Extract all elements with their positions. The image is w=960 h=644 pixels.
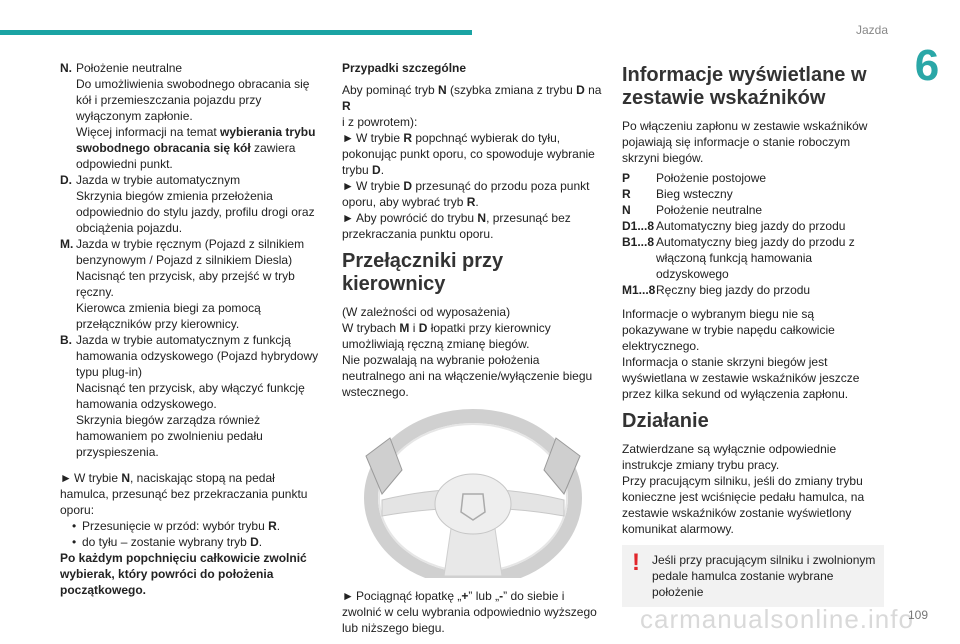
arrow-right-icon: ► (342, 211, 354, 225)
mode-title: Jazda w trybie automatycznym z funkcją hamowania odzyskowego (Pojazd hybrydowy typu plug-in) (76, 333, 319, 379)
mode-text: Nacisnąć ten przycisk, aby przejść w tryb ręczny. (76, 269, 295, 299)
chapter-number: 6 (894, 36, 960, 96)
mode-definition-n (60, 60, 322, 172)
section-title: Jazda (855, 23, 888, 37)
operation-paragraph: Zatwierdzane są wyłącznie odpowiednie instrukcje zmiany trybu pracy. Przy pracującym silniku, jeśli do zmiany trybu konieczne jest wciśnięcie pedału hamulca, na zestawie wskaźników zostanie wyświetlony komunikat alarmowy. (622, 442, 865, 536)
gear-row: B1...8 Automatyczny bieg jazdy do przodu z włączoną funkcją hamowania odzyskowego (622, 235, 855, 281)
special-intro: Aby pominąć tryb N (szybka zmiana z trybu D na R i z powrotem): ► W trybie R popchnąć wybierak do tyłu, pokonując punkt oporu, co spowoduje wybranie trybu D. ► W trybie D przesunąć do przodu poza punkt oporu, aby wybrać tryb R. ► Aby powrócić do trybu N, przesunąć bez przekraczania punktu oporu. (342, 83, 602, 241)
mode-title: Położenie neutralne (76, 61, 183, 75)
mode-definition-m (60, 236, 322, 332)
paddles-text: (W zależności od wyposażenia) W trybach M i D łopatki przy kierownicy umożliwiają ręczną zmianę biegów. Nie pozwalają na wybranie położenia neutralnego ani na włączenie/wyłączenie biegu wstecznego. (342, 305, 593, 399)
special-cases-heading: Przypadki szczególne (342, 61, 467, 75)
column-right (622, 60, 884, 607)
info-intro: Po włączeniu zapłonu w zestawie wskaźników pojawiają się informacje o stanie roboczym skrzyni biegów. (622, 119, 868, 165)
mode-definition-d (60, 172, 322, 236)
mode-text: Do umożliwienia swobodnego obracania się kół i przemieszczania pojazdu przy wyłączonym zapłonie. (76, 77, 310, 123)
mode-key: D. (60, 173, 72, 187)
mode-more-info: Więcej informacji na temat wybierania trybu swobodnego obracania się kół zawiera odpowiedni punkt. (76, 125, 316, 171)
paddles-heading: Przełączniki przy kierownicy (342, 250, 504, 295)
arrow-right-icon: ► (342, 179, 354, 193)
final-instruction: Po każdym popchnięciu całkowicie zwolnić wybierak, który powróci do położenia początkowego. (60, 551, 307, 597)
operation-heading: Działanie (622, 410, 709, 432)
list-item: • do tyłu – zostanie wybrany tryb D. (72, 534, 322, 550)
list-item: • Przesunięcie w przód: wybór trybu R. (72, 518, 322, 534)
mode-title: Jazda w trybie ręcznym (Pojazd z silnikiem benzynowym / Pojazd z silnikiem Diesla) (76, 237, 305, 267)
warning-text: Jeśli przy pracującym silniku i zwolnionym pedale hamulca zostanie wybrane położenie (652, 553, 876, 599)
info-heading: Informacje wyświetlane w zestawie wskaźników (622, 64, 867, 109)
step-instruction: ► W trybie N, naciskając stopą na pedał hamulca, przesunąć bez przekraczania punktu oporu: (60, 471, 308, 517)
bullet-list (60, 518, 322, 550)
gear-row: M1...8 Ręczny bieg jazdy do przodu (622, 283, 811, 297)
info-paragraph: Informacje o wybranym biegu nie są pokazywane w trybie napędu całkowicie elektrycznego. Informacja o stanie skrzyni biegów jest wyświetlana w zestawie wskaźników jeszcze przez kilka sekund od wyłączenia zapłonu. (622, 307, 860, 401)
mode-key: B. (60, 333, 72, 347)
mode-title: Jazda w trybie automatycznym (76, 173, 241, 187)
gear-list (622, 170, 884, 298)
gear-row: P Położenie postojowe (622, 171, 767, 185)
header-accent-bar (0, 30, 472, 35)
warning-note (622, 545, 884, 607)
mode-text: Nacisnąć ten przycisk, aby włączyć funkcję hamowania odzyskowego. (76, 381, 305, 411)
warning-icon: ! (632, 549, 640, 576)
steering-wheel-illustration (342, 408, 604, 578)
gear-row: D1...8 Automatyczny bieg jazdy do przodu (622, 219, 846, 233)
mode-text: Kierowca zmienia biegi za pomocą przełączników przy kierownicy. (76, 301, 261, 331)
column-left (60, 60, 322, 598)
column-middle (342, 60, 604, 644)
mode-text: Skrzynia biegów zmienia przełożenia odpowiednio do stylu jazdy, profilu drogi oraz obciążenia pojazdu. (76, 189, 315, 235)
page-number: 109 (907, 608, 928, 622)
gear-row: R Bieg wsteczny (622, 187, 733, 201)
watermark: carmanualsonline.info (640, 604, 914, 634)
paddle-instruction: ► Pociągnąć łopatkę „+” lub „-” do siebie i zwolnić w celu wybrania odpowiednio wyższego lub niższego biegu. (342, 589, 597, 635)
mode-definition-b (60, 332, 322, 460)
mode-key: M. (60, 237, 74, 251)
arrow-right-icon: ► (60, 471, 72, 485)
mode-text: Skrzynia biegów zarządza również hamowaniem po zwolnieniu pedału przyspieszenia. (76, 413, 263, 459)
arrow-right-icon: ► (342, 131, 354, 145)
mode-key: N. (60, 61, 72, 75)
arrow-right-icon: ► (342, 589, 354, 603)
gear-row: N Położenie neutralne (622, 203, 763, 217)
